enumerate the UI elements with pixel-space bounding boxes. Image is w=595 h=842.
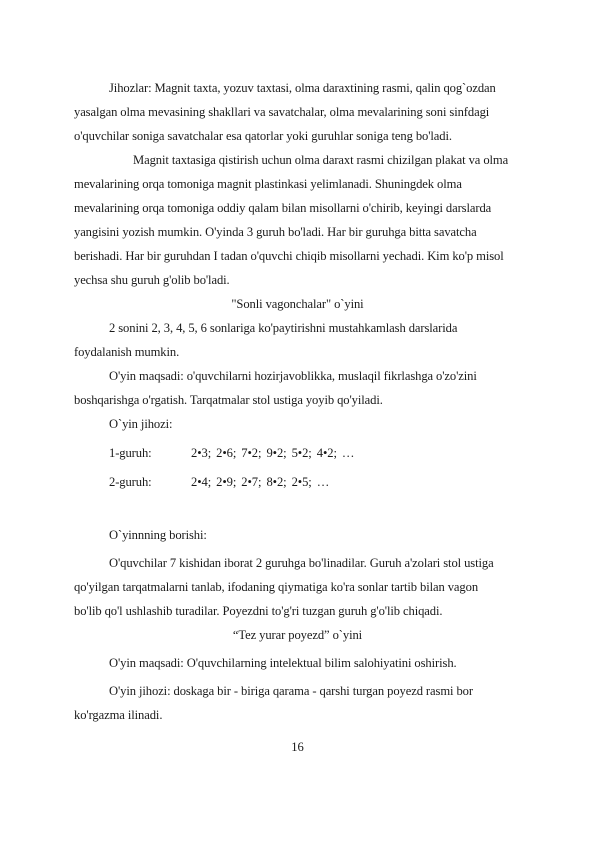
text-line: mevalarining orqa tomoniga oddiy qalam bilan misollarni o'chirib, keyingi darslarda bbox=[74, 201, 492, 215]
text-line: mevalarining orqa tomoniga magnit plastinkasi yelimlanadi. Shuningdek olma bbox=[74, 177, 462, 191]
text-line: 2 sonini 2, 3, 4, 5, 6 sonlariga ko'paytirishni mustahkamlash darslarida bbox=[109, 321, 458, 335]
text-line: berishadi. Har bir guruhdan I tadan o'quvchi chiqib misollarni yechadi. Kim ko'p misol bbox=[74, 249, 504, 263]
group-row bbox=[109, 445, 595, 461]
game-title: “Tez yurar poyezd” o`yini bbox=[232, 628, 363, 642]
text-line: Jihozlar: Magnit taxta, yozuv taxtasi, olma daraxtining rasmi, qalin qog`ozdan bbox=[109, 81, 496, 95]
text-line: Magnit taxtasiga qistirish uchun olma daraxt rasmi chizilgan plakat va olma bbox=[133, 153, 509, 167]
text-line: boshqarishga o'rgatish. Tarqatmalar stol ustiga yoyib qo'yiladi. bbox=[74, 393, 383, 407]
group-examples: 2•4; 2•9; 2•7; 8•2; 2•5; … bbox=[191, 475, 330, 489]
section-label: O`yinnning borishi: bbox=[109, 528, 207, 542]
text-line: ko'rgazma ilinadi. bbox=[74, 708, 163, 722]
group-row bbox=[109, 474, 595, 490]
page-number: 16 bbox=[291, 740, 304, 754]
group-examples: 2•3; 2•6; 7•2; 9•2; 5•2; 4•2; … bbox=[191, 446, 355, 460]
text-line: yechsa shu guruh g'olib bo'ladi. bbox=[74, 273, 230, 287]
text-line: O'yin jihozi: doskaga bir - biriga qarama - qarshi turgan poyezd rasmi bor bbox=[109, 684, 473, 698]
game-title: "Sonli vagonchalar" o`yini bbox=[231, 297, 364, 311]
text-line: foydalanish mumkin. bbox=[74, 345, 180, 359]
text-line: qo'yilgan tarqatmalarni tanlab, ifodaning qiymatiga ko'ra sonlar tartib bilan vagon bbox=[74, 580, 479, 594]
group-label: 2-guruh: bbox=[109, 475, 152, 489]
text-line: bo'lib qo'l ushlashib turadilar. Poyezdni to'g'ri tuzgan guruh g'o'lib chiqadi. bbox=[74, 604, 443, 618]
text-line: O'yin maqsadi: O'quvchilarning intelektual bilim salohiyatini oshirish. bbox=[109, 656, 457, 670]
text-line: o'quvchilar soniga savatchalar esa qatorlar yoki guruhlar soniga teng bo'ladi. bbox=[74, 129, 452, 143]
text-line: yasalgan olma mevasining shakllari va savatchalar, olma mevalarining soni sinfdagi bbox=[74, 105, 490, 119]
text-line: O'yin maqsadi: o'quvchilarni hozirjavoblikka, muslaqil fikrlashga o'zo'zini bbox=[109, 369, 477, 383]
text-line: O'quvchilar 7 kishidan iborat 2 guruhga bo'linadilar. Guruh a'zolari stol ustiga bbox=[109, 556, 494, 570]
text-line: yangisini yozish mumkin. O'yinda 3 guruh bo'ladi. Har bir guruhga bitta savatcha bbox=[74, 225, 477, 239]
group-label: 1-guruh: bbox=[109, 446, 152, 460]
section-label: O`yin jihozi: bbox=[109, 417, 173, 431]
